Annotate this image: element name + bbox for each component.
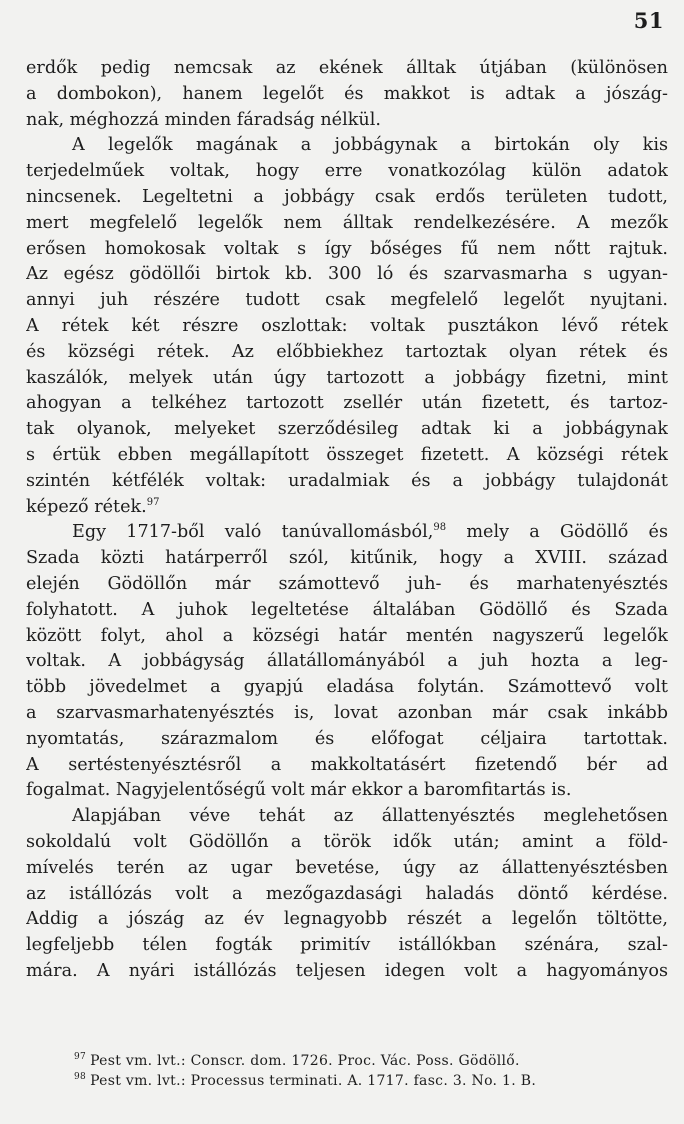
- text-line: [26, 856, 668, 882]
- text-line: [26, 314, 668, 340]
- text-line-content: voltak. A jobbágyság állatállományából a juh hozta a leg-: [26, 651, 668, 672]
- text-line-content: fogalmat. Nagyjelentőségű volt már ekkor a baromfitartás is.: [26, 780, 572, 801]
- text-line-content: folyhatott. A juhok legeltetése általában Gödöllő és Szada: [26, 599, 668, 620]
- text-line: [26, 778, 668, 804]
- text-line-content: ahogyan a telkéhez tartozott zsellér után fizetett, és tartoz-: [26, 393, 668, 414]
- text-line-continuation: mely a Gödöllő és: [446, 522, 668, 543]
- text-line: [26, 804, 668, 830]
- text-line-content: képező rétek.: [26, 496, 147, 517]
- text-line: [26, 82, 668, 108]
- text-line-content: kaszálók, melyek után úgy tartozott a jobbágy fizetni, mint: [26, 367, 668, 388]
- text-line-content: s értük ebben megállapított összeget fizetett. A községi rétek: [26, 444, 668, 465]
- footnote-number: 97: [74, 1052, 87, 1062]
- text-line: [26, 675, 668, 701]
- text-line-content: mert megfelelő legelők nem álltak rendelkezésére. A mezők: [26, 212, 668, 233]
- text-line: [26, 237, 668, 263]
- text-line-content: Az egész gödöllői birtok kb. 300 ló és szarvasmarha s ugyan-: [26, 264, 668, 285]
- text-line-content: az istállózás volt a mezőgazdasági haladás döntő kérdése.: [26, 883, 668, 904]
- text-line-content: között folyt, ahol a községi határ mentén nagyszerű legelők: [26, 625, 668, 646]
- text-line-content: a szarvasmarhatenyésztés is, lovat azonban már csak inkább: [26, 702, 668, 723]
- text-line: [26, 159, 668, 185]
- text-line-content: Alapjában véve tehát az állattenyésztés meglehetősen: [72, 806, 668, 827]
- text-line-content: erdők pedig nemcsak az ekének álltak útjában (különösen: [26, 58, 668, 78]
- text-line: [26, 830, 668, 856]
- text-line: [26, 572, 668, 598]
- text-line: [26, 753, 668, 779]
- footnote-text: Pest vm. lvt.: Conscr. dom. 1726. Proc. Vác. Poss. Gödöllő.: [90, 1053, 520, 1069]
- text-line-content: szintén kétfélék voltak: uradalmiak és a jobbágy tulajdonát: [26, 470, 668, 491]
- text-line: [26, 108, 668, 134]
- text-line-content: elején Gödöllőn már számottevő juh- és marhatenyésztés: [26, 573, 668, 594]
- text-line: [26, 288, 668, 314]
- text-line: [26, 546, 668, 572]
- text-line: [26, 959, 668, 985]
- text-line: [26, 495, 668, 521]
- text-line-content: a dombokon), hanem legelőt és makkot is adtak a jószág-: [26, 83, 668, 104]
- text-line: [26, 185, 668, 211]
- text-line: [26, 907, 668, 933]
- text-line: [26, 391, 668, 417]
- text-line: [26, 520, 668, 546]
- text-line-content: Addig a jószág az év legnagyobb részét a legelőn töltötte,: [26, 909, 668, 930]
- text-line-content: A legelők magának a jobbágynak a birtokán oly kis: [72, 135, 668, 156]
- text-line-content: több jövedelmet a gyapjú eladása folytán. Számottevő volt: [26, 677, 668, 698]
- text-line-content: A rétek két részre oszlottak: voltak pusztákon lévő rétek: [26, 315, 668, 336]
- footnote-text: Pest vm. lvt.: Processus terminati. A. 1717. fasc. 3. No. 1. B.: [90, 1073, 537, 1089]
- text-line-content: Szada közti határperről szól, kitűnik, hogy a XVIII. század: [26, 548, 668, 569]
- footnote-number: 98: [74, 1072, 87, 1082]
- text-line: [26, 443, 668, 469]
- text-line: [26, 366, 668, 392]
- text-line: [26, 469, 668, 495]
- text-line-content: nak, méghozzá minden fáradság nélkül.: [26, 109, 381, 130]
- text-line-content: nyomtatás, szárazmalom és előfogat céljaira tartottak.: [26, 728, 668, 749]
- text-line-content: A sertéstenyésztésről a makkoltatásért fizetendő bér ad: [26, 754, 668, 775]
- text-line-content: mára. A nyári istállózás teljesen idegen volt a hagyományos: [26, 960, 668, 981]
- text-line: [26, 624, 668, 650]
- footnote: [74, 1071, 634, 1091]
- page-number: 51: [633, 8, 664, 33]
- text-line: [26, 340, 668, 366]
- text-line: [26, 649, 668, 675]
- text-line-content: és községi rétek. Az előbbiekhez tartoztak olyan rétek és: [26, 341, 668, 362]
- text-line: [26, 417, 668, 443]
- text-line-content: nincsenek. Legeltetni a jobbágy csak erdős területen tudott,: [26, 186, 668, 207]
- text-line-content: terjedelműek voltak, hogy erre vonatkozólag külön adatok: [26, 161, 668, 182]
- text-line: [26, 56, 668, 82]
- text-line-content: Egy 1717-ből való tanúvallomásból,: [72, 522, 434, 543]
- text-line-content: erősen homokosak voltak s így bőséges fű nem nőtt rajtuk.: [26, 238, 668, 259]
- footnotes: [74, 1051, 634, 1091]
- text-line-content: tak olyanok, melyeket szerződésileg adtak ki a jobbágynak: [26, 419, 668, 440]
- footnote: [74, 1051, 634, 1071]
- text-line: [26, 262, 668, 288]
- text-line-content: legfeljebb télen fogták primitív istállókban szénára, szal-: [26, 935, 668, 956]
- text-line: [26, 211, 668, 237]
- text-line: [26, 727, 668, 753]
- footnote-reference: 97: [146, 496, 160, 508]
- text-line: [26, 133, 668, 159]
- text-line: [26, 882, 668, 908]
- text-line-content: annyi juh részére tudott csak megfelelő legelőt nyujtani.: [26, 290, 668, 311]
- text-line: [26, 701, 668, 727]
- text-line: [26, 933, 668, 959]
- text-line-content: mívelés terén az ugar bevetése, úgy az állattenyésztésben: [26, 857, 668, 878]
- text-line: [26, 598, 668, 624]
- body-text: [26, 56, 668, 985]
- footnote-reference: 98: [433, 522, 447, 534]
- text-line-content: sokoldalú volt Gödöllőn a török idők után; amint a föld-: [26, 831, 668, 852]
